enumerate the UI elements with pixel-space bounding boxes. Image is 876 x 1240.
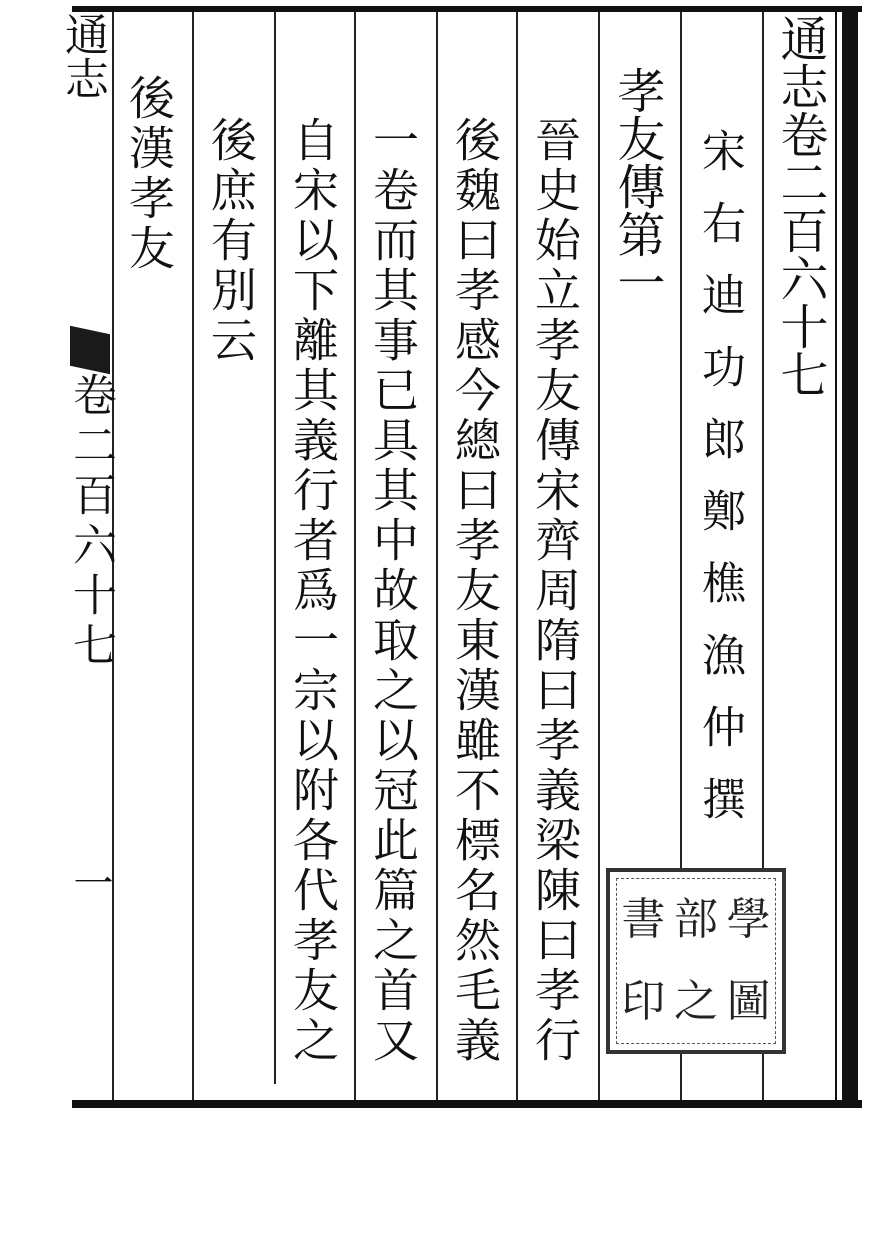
body-text-line: 後魏曰孝感今總曰孝友東漢雖不標名然毛義: [448, 116, 502, 1066]
seal-grid: [616, 878, 776, 1044]
frame-top-border: [72, 6, 862, 12]
column-rule: [274, 12, 276, 1084]
frame-right-inner-rule: [835, 12, 837, 1100]
chapter-heading: 孝友傳第一: [609, 66, 665, 306]
volume-title: 通志卷二百六十七: [772, 14, 828, 398]
seal-character: 書: [621, 894, 666, 945]
body-text-line: 一卷而其事已具其中故取之以冠此篇之首又: [366, 116, 420, 1066]
seal-character: 之: [673, 976, 718, 1027]
author-line: 宋右迪功郎鄭樵漁仲撰: [694, 128, 745, 848]
seal-character: 圖: [726, 976, 771, 1027]
column-rule: [192, 12, 194, 1100]
seal-character: 印: [621, 976, 666, 1027]
column-rule: [436, 12, 438, 1100]
seal-character: 部: [673, 894, 718, 945]
fold-fishtail-mark: [70, 326, 110, 375]
body-text-line: 後庶有別云: [204, 116, 258, 366]
fold-margin-volume: 卷二百六十七: [65, 372, 116, 672]
collector-seal: [606, 868, 786, 1054]
column-rule: [598, 12, 600, 1100]
fold-margin-title: 通志: [57, 12, 108, 100]
section-heading: 後漢孝友: [122, 74, 176, 274]
body-text-line: 自宋以下離其義行者爲一宗以附各代孝友之: [286, 116, 340, 1066]
frame-right-border: [842, 6, 858, 1108]
seal-character: 學: [726, 894, 771, 945]
fold-margin-page-number: 一: [67, 862, 113, 902]
column-rule: [354, 12, 356, 1100]
body-text-line: 晉史始立孝友傳宋齊周隋曰孝義梁陳曰孝行: [528, 116, 582, 1066]
frame-bottom-border: [72, 1100, 862, 1108]
column-rule: [516, 12, 518, 1100]
